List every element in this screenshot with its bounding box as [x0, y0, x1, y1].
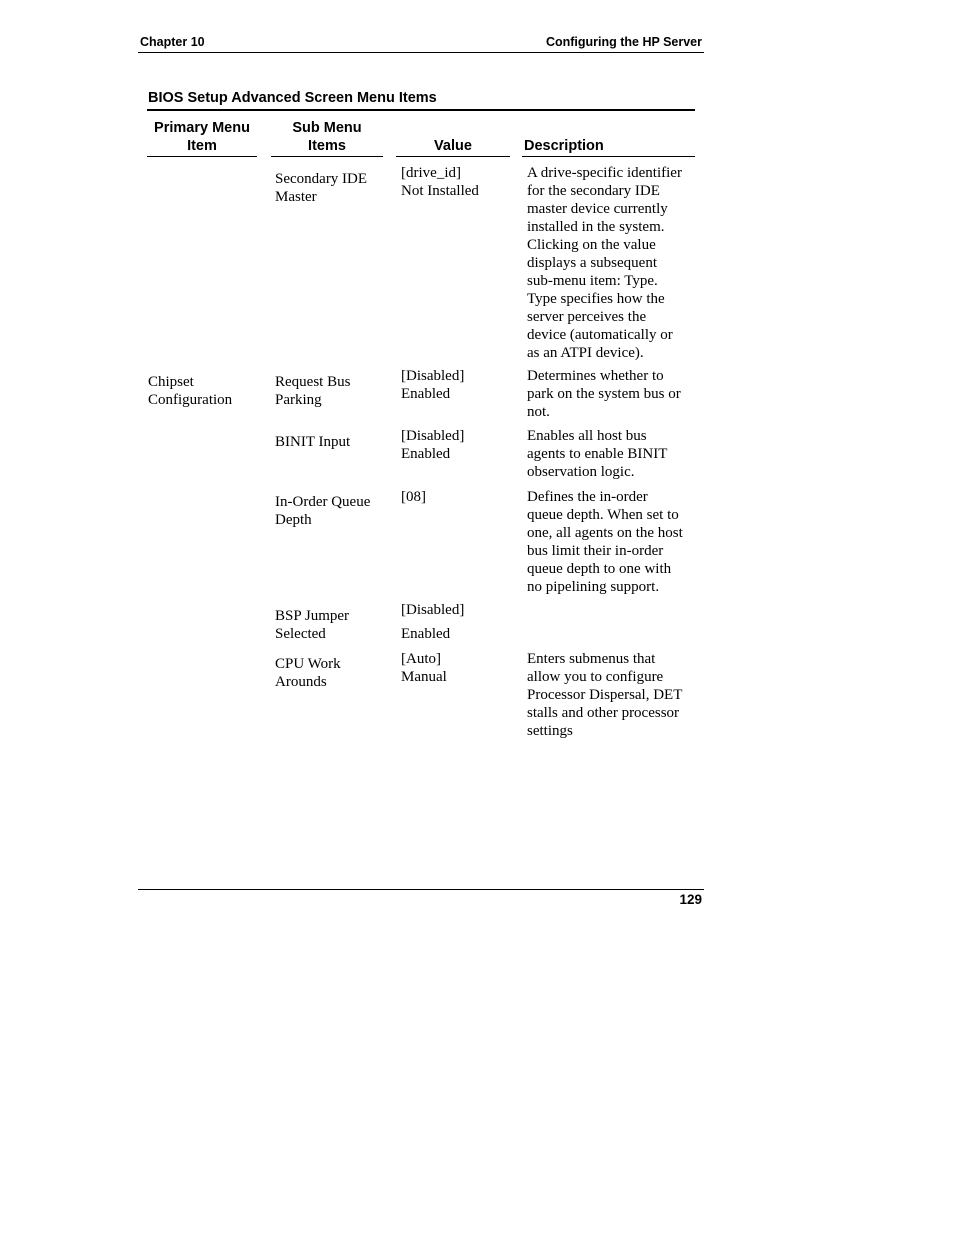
table-cell-sub: Request Bus Parking	[275, 374, 351, 408]
column-rule-value	[396, 156, 510, 157]
title-rule	[147, 109, 695, 111]
table-cell-description: Determines whether to park on the system bus or not.	[527, 368, 681, 420]
column-header-primary: Primary Menu Item	[154, 120, 250, 154]
table-cell-value: [Disabled] Enabled	[401, 428, 465, 462]
table-cell-value: [Auto] Manual	[401, 651, 447, 685]
table-cell-sub: BINIT Input	[275, 434, 351, 450]
table-cell-description: Defines the in-order queue depth. When set to one, all agents on the host bus limit their in-order queue depth to one with no pipelining support.	[527, 489, 683, 595]
column-rule-description	[522, 156, 695, 157]
table-cell-sub: CPU Work Arounds	[275, 656, 341, 690]
section-title: Configuring the HP Server	[545, 35, 702, 49]
table-cell-primary: Chipset Configuration	[148, 374, 233, 408]
column-header-description: Description	[524, 138, 604, 154]
table-cell-value-option: Enabled	[401, 626, 451, 642]
table-title: BIOS Setup Advanced Screen Menu Items	[148, 90, 437, 106]
table-cell-sub: Secondary IDE Master	[275, 171, 368, 205]
chapter-label: Chapter 10	[140, 35, 205, 49]
column-rule-sub	[271, 156, 383, 157]
table-cell-value: [Disabled]	[401, 602, 465, 618]
column-header-sub: Sub Menu Items	[292, 120, 362, 154]
table-cell-value: [08]	[401, 489, 426, 505]
table-cell-description: A drive-specific identifier for the secondary IDE master device currently installed in the system. Clicking on the value displays a subsequent sub-menu item: Type. Type specifies how the server perceives the device (automatically or as an ATPI device).	[527, 165, 682, 361]
page-number: 129	[679, 892, 702, 907]
table-cell-value: [drive_id] Not Installed	[401, 165, 479, 199]
table-cell-sub: BSP Jumper Selected	[275, 608, 350, 642]
table-cell-sub: In-Order Queue Depth	[275, 494, 371, 528]
table-cell-description: Enters submenus that allow you to configure Processor Dispersal, DET stalls and other processor settings	[527, 651, 683, 739]
column-header-value: Value	[434, 138, 472, 154]
footer-rule	[138, 889, 704, 890]
table-cell-description: Enables all host bus agents to enable BINIT observation logic.	[527, 428, 668, 480]
table-cell-value: [Disabled] Enabled	[401, 368, 465, 402]
column-rule-primary	[147, 156, 257, 157]
header-rule	[138, 52, 704, 53]
